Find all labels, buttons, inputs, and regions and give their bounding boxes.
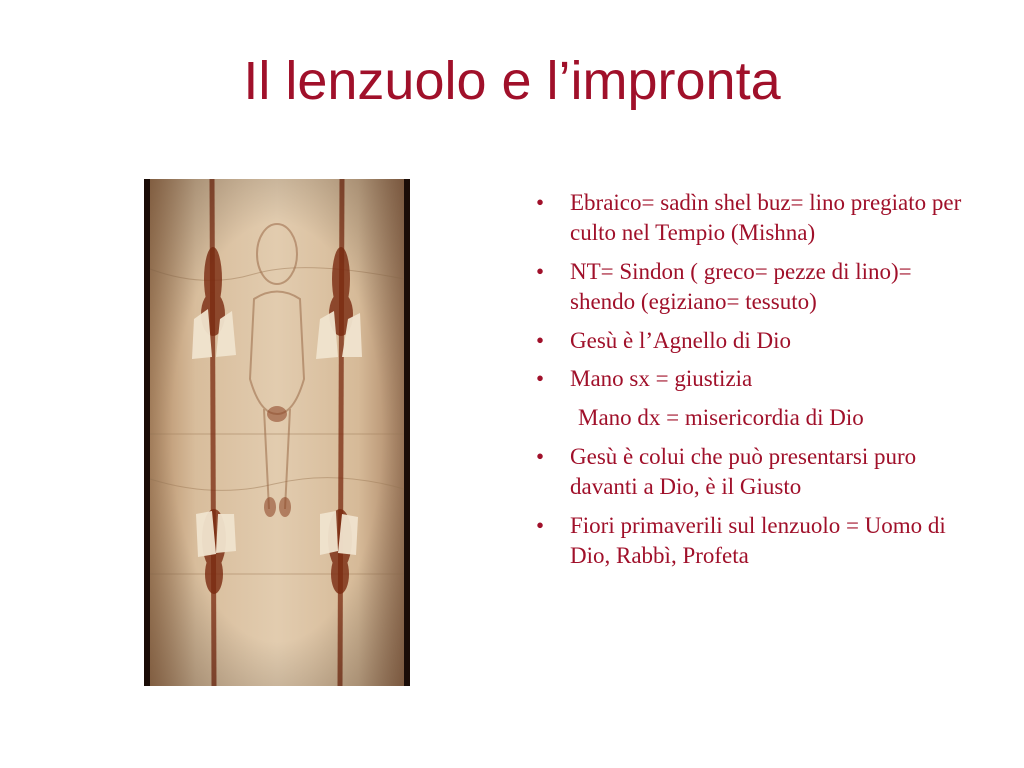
sub-line: Mano dx = misericordia di Dio [578, 405, 864, 431]
bullet-list [534, 188, 974, 580]
bullet-item: • Mano sx = giustizia [534, 364, 974, 394]
bullet-item: • NT= Sindon ( greco= pezze di lino)= shendo (egiziano= tessuto) [534, 257, 974, 317]
bullet-item: • Gesù è colui che può presentarsi puro davanti a Dio, è il Giusto [534, 442, 974, 502]
slide-title: Il lenzuolo e l’impronta [243, 51, 781, 111]
bullet-item: • Ebraico= sadìn shel buz= lino pregiato per culto nel Tempio (Mishna) [534, 188, 974, 248]
bullet-item: • Fiori primaverili sul lenzuolo = Uomo di Dio, Rabbì, Profeta [534, 511, 974, 571]
bullet-item: • Gesù è l’Agnello di Dio [534, 326, 974, 356]
shroud-illustration [144, 179, 410, 686]
shroud-image [144, 179, 410, 686]
